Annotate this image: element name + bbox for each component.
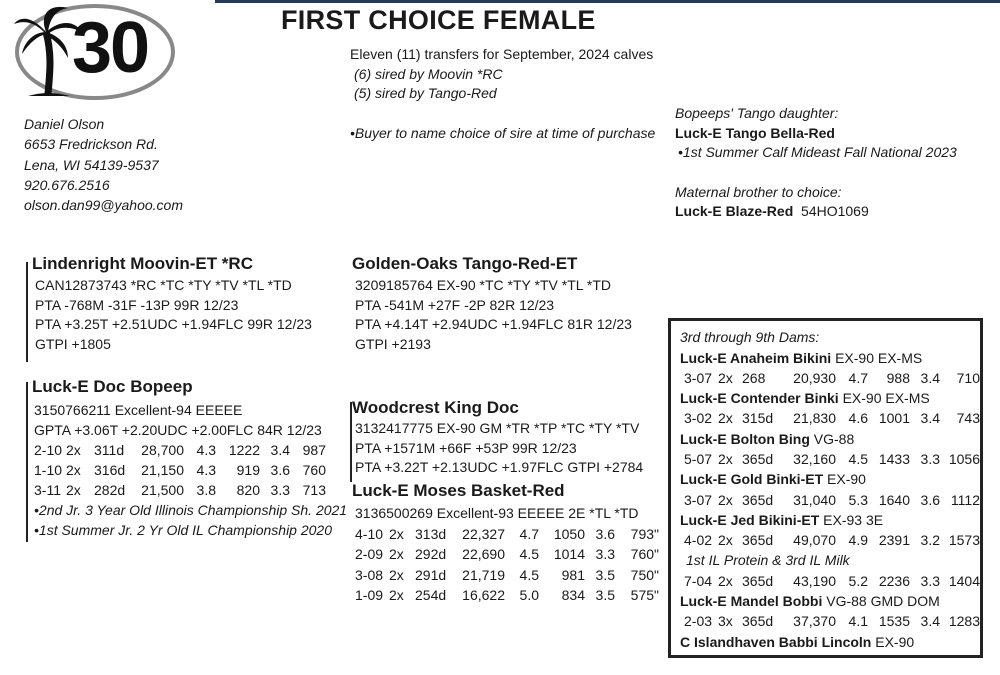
dam-sire-pta-type: PTA +3.22T +2.13UDC +1.97FLC GTPI +2784: [355, 459, 644, 475]
record-cell: 2x: [718, 491, 733, 508]
dam-sire-pta: PTA +1571M +66F +53P 99R 12/23: [355, 439, 577, 456]
record-cell: 2-03: [684, 613, 713, 630]
record-cell: 2x: [66, 462, 81, 478]
record-cell: 365d: [742, 450, 774, 467]
record-cell: 760: [302, 462, 326, 478]
record-cell: 3.4: [920, 369, 940, 386]
consignor-block: [24, 114, 183, 215]
page-title: FIRST CHOICE FEMALE: [281, 5, 596, 35]
transfers-sire-tango: (5) sired by Tango-Red: [354, 85, 497, 101]
dam-name: Luck-E Doc Bopeep: [32, 377, 193, 396]
granddam-block: [352, 481, 659, 606]
record-cell: 3.4: [920, 410, 940, 427]
record-cell: 1535: [878, 613, 910, 630]
record-cell: 2x: [389, 525, 404, 542]
sire-2-block: [352, 254, 632, 354]
record-cell: 365d: [742, 532, 774, 549]
consignor-address: 6653 Fredrickson Rd.: [24, 136, 158, 153]
granddam-id: 3136500269 Excellent-93 EEEEE 2E *TL *TD: [355, 505, 639, 521]
sire-1-pta-type: PTA +3.25T +2.51UDC +1.94FLC 99R 12/23: [35, 316, 312, 332]
record-cell: 21,500: [141, 482, 184, 498]
record-cell: 292d: [415, 546, 447, 562]
related-honor-1: •1st Summer Calf Mideast Fall National 2023: [678, 144, 957, 160]
record-cell: 919: [236, 462, 260, 478]
dam-entry-record: [680, 368, 980, 388]
record-cell: 3.3: [920, 450, 940, 467]
record-cell: 7-04: [684, 572, 713, 589]
record-cell: 2x: [389, 587, 404, 603]
dam-entry-name: Luck-E Gold Binki-ET: [680, 471, 824, 488]
record-cell: 2x: [718, 572, 733, 589]
record-cell: 3.8: [196, 482, 216, 498]
record-cell: 4.5: [519, 566, 539, 583]
record-cell: 22,327: [462, 525, 505, 542]
record-cell: 710: [956, 369, 980, 386]
record-cell: 2x: [389, 566, 404, 583]
record-cell: 1433: [878, 450, 910, 467]
record-cell: 1112: [950, 491, 980, 508]
dam-sire-id: 3132417775 EX-90 GM *TR *TP *TC *TY *TV: [355, 420, 640, 436]
sire-2-pta: PTA -541M +27F -2P 82R 12/23: [355, 296, 555, 313]
record-cell: 575": [630, 587, 659, 603]
record-cell: 3.5: [595, 566, 615, 583]
record-cell: 834: [561, 587, 585, 603]
sire-1-gtpi: GTPI +1805: [35, 335, 111, 352]
dam-entry-classification: EX-93 3E: [819, 511, 884, 528]
record-cell: 16,622: [462, 587, 505, 603]
related-label-2: Maternal brother to choice:: [675, 183, 842, 200]
dam-entry-name: Luck-E Jed Bikini-ET: [680, 511, 820, 528]
buyer-note: •Buyer to name choice of sire at time of purchase: [350, 125, 656, 141]
record-cell: 20,930: [793, 369, 836, 386]
granddam-record-row: [355, 565, 659, 586]
record-cell: 3.5: [595, 587, 615, 603]
record-cell: 4-02: [684, 532, 713, 549]
record-cell: 3-07: [684, 491, 713, 508]
pedigree-bracket-sire: [26, 262, 28, 362]
record-cell: 760": [630, 546, 659, 562]
dam-entry-record: [680, 530, 980, 550]
top-rule: [215, 0, 1000, 3]
record-cell: 32,160: [793, 450, 836, 467]
sire-1-pta: PTA -768M -31F -13P 99R 12/23: [35, 296, 239, 313]
dam-entry: [680, 632, 980, 652]
related-label-1: Bopeeps' Tango daughter:: [675, 105, 839, 121]
record-cell: 365d: [742, 613, 774, 630]
record-cell: 2-09: [355, 546, 384, 562]
dam-entry: [680, 348, 980, 368]
record-cell: 3.3: [920, 572, 940, 589]
record-cell: 313d: [415, 525, 447, 542]
record-cell: 1573: [948, 532, 980, 549]
record-cell: 254d: [415, 587, 447, 603]
record-cell: 5.2: [848, 572, 868, 589]
lot-number: 30: [72, 8, 149, 88]
consignor-email: olson.dan99@yahoo.com: [24, 197, 183, 214]
record-cell: 3.6: [920, 491, 940, 508]
sire-1-block: [32, 254, 312, 354]
record-cell: 2x: [66, 442, 81, 458]
record-cell: 713: [302, 482, 326, 498]
record-cell: 1640: [878, 491, 910, 508]
dams-list: [680, 348, 980, 652]
consignor-name: Daniel Olson: [24, 116, 105, 132]
record-cell: 2x: [718, 532, 733, 549]
dam-entry-classification: EX-90 EX-MS: [831, 349, 923, 366]
record-cell: 21,150: [141, 462, 184, 478]
granddam-record-row: [355, 524, 659, 545]
dams-box: [668, 318, 983, 658]
granddam-record-row: [355, 585, 659, 606]
dam-entry-classification: EX-90 EX-MS: [838, 390, 930, 407]
record-cell: 981: [561, 566, 585, 583]
record-cell: 21,830: [793, 410, 836, 427]
pedigree-bracket-dam: [26, 382, 28, 542]
record-cell: 3-07: [684, 369, 713, 386]
dam-sire-name: Woodcrest King Doc: [352, 398, 519, 417]
record-cell: 21,719: [462, 566, 505, 583]
record-cell: 1283: [948, 613, 980, 630]
record-cell: 4.7: [519, 525, 539, 542]
record-cell: 315d: [742, 410, 774, 427]
record-cell: 3.3: [270, 482, 290, 498]
record-cell: 2x: [718, 369, 733, 386]
dam-entry: [680, 591, 980, 611]
granddam-records: [355, 524, 659, 606]
record-cell: 4.3: [196, 462, 216, 478]
dam-entry-classification: EX-90: [871, 633, 915, 650]
dam-honor: •2nd Jr. 3 Year Old Illinois Championship Sh. 2021: [34, 502, 348, 518]
transfers-line: Eleven (11) transfers for September, 2024 calves: [350, 46, 654, 62]
record-cell: 3-11: [34, 482, 61, 498]
dam-record-row: [34, 460, 347, 480]
granddam-record-row: [355, 544, 659, 565]
dam-honor: •1st Summer Jr. 2 Yr Old IL Championship 2020: [34, 522, 333, 538]
record-cell: 5.0: [519, 587, 539, 603]
sire-2-pta-type: PTA +4.14T +2.94UDC +1.94FLC 81R 12/23: [355, 316, 632, 332]
record-cell: 4.5: [519, 546, 539, 562]
record-cell: 1050: [553, 525, 585, 542]
record-cell: 2x: [389, 546, 404, 562]
dam-block: [32, 377, 347, 540]
related-animal-1: Luck-E Tango Bella-Red: [675, 124, 835, 141]
transfers-sire-moovin: (6) sired by Moovin *RC: [354, 65, 503, 82]
record-cell: 365d: [742, 491, 774, 508]
dam-entry: [680, 510, 980, 530]
record-cell: 3.4: [270, 442, 290, 458]
record-cell: 3-08: [355, 566, 384, 583]
record-cell: 2x: [66, 482, 81, 498]
record-cell: 4.6: [848, 410, 868, 427]
sire-1-name: Lindenright Moovin-ET *RC: [32, 254, 253, 273]
record-cell: 5-07: [684, 450, 713, 467]
dam-sire-block: [352, 398, 643, 478]
record-cell: 3.3: [595, 546, 615, 562]
record-cell: 282d: [94, 482, 126, 498]
sire-2-gtpi: GTPI +2193: [355, 335, 431, 352]
record-cell: 3.2: [920, 532, 940, 549]
record-cell: 5.3: [848, 491, 868, 508]
dam-entry-record: [680, 408, 980, 428]
record-cell: 2x: [718, 450, 733, 467]
dam-entry: [680, 429, 980, 449]
dam-entry-classification: VG-88: [809, 430, 855, 447]
dam-entry-record: [680, 449, 980, 469]
related-animals: [675, 104, 957, 222]
dam-record-row: [34, 440, 347, 460]
record-cell: 4.9: [848, 532, 868, 549]
dam-entry-name: Luck-E Mandel Bobbi: [680, 593, 823, 610]
dam-entry-classification: VG-88 GMD DOM: [822, 593, 940, 610]
dam-entry: [680, 469, 980, 489]
sire-1-id: CAN12873743 *RC *TC *TY *TV *TL *TD: [35, 277, 292, 293]
record-cell: 37,370: [793, 613, 836, 630]
record-cell: 43,190: [793, 572, 836, 589]
record-cell: 3x: [718, 613, 733, 630]
record-cell: 1222: [228, 442, 260, 458]
record-cell: 743: [956, 410, 980, 427]
related-animal-2: Luck-E Blaze-Red 54HO1069: [675, 203, 869, 219]
record-cell: 365d: [742, 572, 774, 589]
lot-number-logo: [10, 2, 175, 102]
record-cell: 1014: [553, 546, 585, 562]
record-cell: 268: [742, 369, 766, 386]
dam-id: 3150766211 Excellent-94 EEEEE: [34, 402, 243, 418]
record-cell: 1001: [878, 410, 910, 427]
record-cell: 3.6: [270, 462, 290, 478]
record-cell: 4.1: [848, 613, 868, 630]
record-cell: 793": [630, 525, 659, 542]
record-cell: 4.5: [848, 450, 868, 467]
record-cell: 49,070: [793, 532, 836, 549]
dam-record-row: [34, 480, 347, 500]
dam-entry-record: [680, 571, 980, 591]
record-cell: 2x: [718, 410, 733, 427]
record-cell: 3-02: [684, 410, 713, 427]
record-cell: 311d: [94, 442, 125, 458]
record-cell: 750": [630, 566, 659, 583]
record-cell: 2391: [878, 532, 910, 549]
record-cell: 1-09: [355, 587, 384, 603]
record-cell: 1056: [948, 450, 980, 467]
dam-entry-name: Luck-E Contender Binki: [680, 390, 839, 407]
granddam-name: Luck-E Moses Basket-Red: [352, 481, 565, 500]
record-cell: 1-10: [34, 462, 63, 478]
dam-entry-classification: EX-90: [823, 471, 866, 488]
consignor-city: Lena, WI 54139-9537: [24, 156, 159, 173]
record-cell: 4.3: [196, 442, 216, 458]
record-cell: 316d: [94, 462, 126, 478]
dam-entry-name: Luck-E Bolton Bing: [680, 430, 810, 447]
dam-entry-note: 1st IL Protein & 3rd IL Milk: [686, 552, 850, 569]
dam-entry-name: C Islandhaven Babbi Lincoln: [680, 633, 872, 650]
dam-gpta: GPTA +3.06T +2.20UDC +2.00FLC 84R 12/23: [34, 422, 322, 438]
record-cell: 28,700: [141, 442, 184, 458]
record-cell: 31,040: [793, 491, 836, 508]
dam-records: [34, 440, 347, 500]
record-cell: 4-10: [355, 525, 384, 542]
record-cell: 3.6: [595, 525, 615, 542]
record-cell: 1404: [948, 572, 980, 589]
sire-2-name: Golden-Oaks Tango-Red-ET: [352, 254, 578, 273]
record-cell: 22,690: [462, 546, 505, 562]
dam-entry-record: [680, 611, 980, 631]
sire-2-id: 3209185764 EX-90 *TC *TY *TV *TL *TD: [355, 277, 612, 293]
record-cell: 820: [236, 482, 260, 498]
dam-entry-record: [680, 490, 980, 510]
record-cell: 2-10: [34, 442, 63, 458]
dams-box-heading: 3rd through 9th Dams:: [680, 329, 820, 345]
record-cell: 3.4: [920, 613, 940, 630]
record-cell: 988: [886, 369, 910, 386]
dam-entry: [680, 388, 980, 408]
record-cell: 4.7: [848, 369, 868, 386]
consignor-phone: 920.676.2516: [24, 176, 110, 193]
dam-entry-name: Luck-E Anaheim Bikini: [680, 349, 832, 366]
record-cell: 291d: [415, 566, 447, 583]
transfers-block: [350, 45, 653, 104]
record-cell: 2236: [878, 572, 910, 589]
record-cell: 987: [302, 442, 326, 458]
